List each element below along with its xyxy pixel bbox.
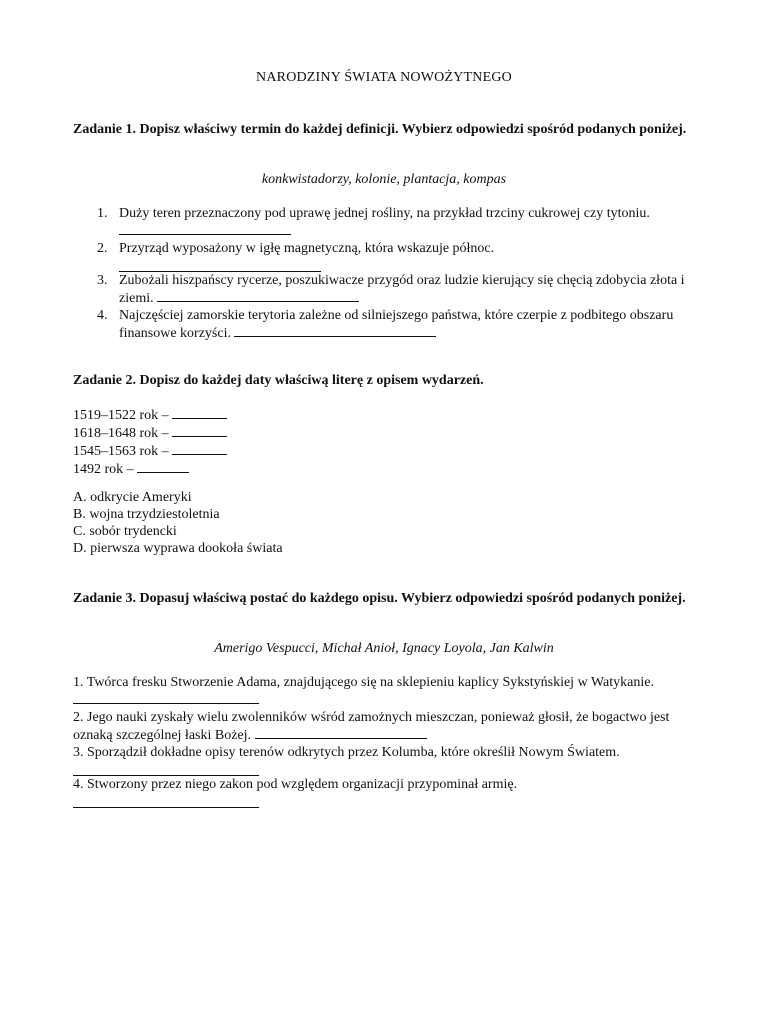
list-item xyxy=(97,307,697,342)
task3-heading: Zadanie 3. Dopasuj właściwą postać do każdego opisu. Wybierz odpowiedzi spośród podanych poniżej. xyxy=(73,591,686,606)
task3-options: Amerigo Vespucci, Michał Anioł, Ignacy Loyola, Jan Kalwin xyxy=(214,641,554,656)
event-item: D. pierwsza wyprawa dookoła świata xyxy=(73,541,283,556)
item-number: 1. xyxy=(97,206,108,221)
item-text: Najczęściej zamorskie terytoria zależne od silniejszego państwa, które czerpie z podbitego obszaru finansowe korzyści. xyxy=(119,308,674,341)
answer-blank[interactable] xyxy=(73,691,259,704)
date-label: 1618–1648 rok – xyxy=(73,426,169,441)
date-label: 1492 rok – xyxy=(73,462,134,477)
event-item: B. wojna trzydziestoletnia xyxy=(73,507,220,522)
date-row xyxy=(73,424,693,442)
item-text: Przyrząd wyposażony w igłę magnetyczną, która wskazuje północ. xyxy=(119,241,495,256)
date-label: 1545–1563 rok – xyxy=(73,444,169,459)
task2-heading: Zadanie 2. Dopisz do każdej daty właściwą literę z opisem wydarzeń. xyxy=(73,373,484,388)
item-number: 4. xyxy=(97,308,108,323)
date-label: 1519–1522 rok – xyxy=(73,408,169,423)
event-item: A. odkrycie Ameryki xyxy=(73,490,192,505)
item-text: Zubożali hiszpańscy rycerze, poszukiwacze przygód oraz ludzie kierujący się chęcią zdobycia złota i ziemi. xyxy=(119,273,685,306)
list-item xyxy=(73,776,678,808)
item-text: Duży teren przeznaczony pod uprawę jednej rośliny, na przykład trzciny cukrowej czy tytoniu. xyxy=(119,206,650,221)
list-item xyxy=(97,205,697,240)
answer-blank[interactable] xyxy=(234,324,436,337)
item-text: 4. Stworzony przez niego zakon pod względem organizacji przypominał armię. xyxy=(73,777,518,792)
item-number: 3. xyxy=(97,273,108,288)
list-item xyxy=(73,674,678,709)
answer-blank[interactable] xyxy=(255,726,427,739)
date-row xyxy=(73,460,693,478)
list-item xyxy=(73,744,678,776)
list-item xyxy=(97,240,697,272)
item-text: 2. Jego nauki zyskały wielu zwolenników wśród zamożnych mieszczan, ponieważ głosił, że bogactwo jest oznaką szczególnej łaski Bożej. xyxy=(73,710,670,743)
answer-blank[interactable] xyxy=(73,761,259,776)
list-item xyxy=(73,709,678,744)
item-text: 3. Sporządził dokładne opisy terenów odkrytych przez Kolumba, które określił Nowym Światem. xyxy=(73,745,620,760)
task2-events xyxy=(73,489,693,557)
answer-blank[interactable] xyxy=(119,257,321,272)
date-row xyxy=(73,442,693,460)
task1-options: konkwistadorzy, kolonie, plantacja, kompas xyxy=(261,172,507,187)
answer-blank[interactable] xyxy=(73,793,259,808)
answer-blank[interactable] xyxy=(172,424,227,437)
task1-list xyxy=(97,205,697,342)
list-item xyxy=(97,272,697,307)
item-text: 1. Twórca fresku Stworzenie Adama, znajdującego się na sklepieniu kaplicy Sykstyńskiej w Watykanie. xyxy=(73,675,654,690)
task2-dates xyxy=(73,406,693,478)
answer-blank[interactable] xyxy=(172,406,227,419)
answer-blank[interactable] xyxy=(119,222,291,235)
task1-heading: Zadanie 1. Dopisz właściwy termin do każdej definicji. Wybierz odpowiedzi spośród podanych poniżej. xyxy=(73,122,687,137)
answer-blank[interactable] xyxy=(172,442,227,455)
answer-blank[interactable] xyxy=(157,289,359,302)
answer-blank[interactable] xyxy=(137,460,189,473)
event-item: C. sobór trydencki xyxy=(73,524,177,539)
date-row xyxy=(73,406,693,424)
item-number: 2. xyxy=(97,241,108,256)
task3-list xyxy=(73,674,678,808)
page-title: NARODZINY ŚWIATA NOWOŻYTNEGO xyxy=(256,70,512,85)
